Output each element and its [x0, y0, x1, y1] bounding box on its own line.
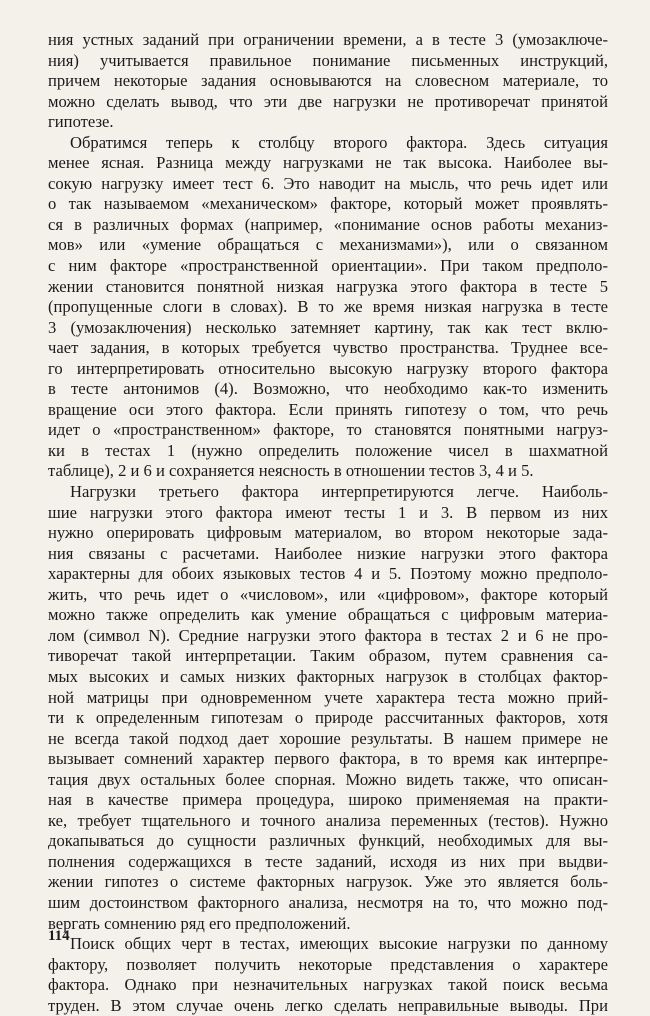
- text-line: 3 (умозаключения) несколько затемняет картину, так как тест вклю-: [48, 317, 608, 337]
- text-line: Поиск общих черт в тестах, имеющих высокие нагрузки по данному: [70, 934, 608, 954]
- text-line: мов» или «умение обращаться с механизмами»), или о связанном: [48, 235, 608, 255]
- text-line: жить, что речь идет о «числовом», или «цифровом», факторе который: [48, 584, 608, 604]
- text-line: идет о «пространственном» факторе, то становятся понятными нагруз-: [48, 420, 608, 440]
- text-line: лом (символ N). Средние нагрузки этого фактора в тестах 2 и 6 не про-: [48, 625, 608, 645]
- text-line: сокую нагрузку имеет тест 6. Это наводит на мысль, что речь идет или: [48, 173, 608, 193]
- text-line: ки в тестах 1 (нужно определить положение чисел в шахматной: [48, 440, 608, 460]
- text-line: полнения содержащихся в тесте заданий, исходя из них при выдви-: [48, 851, 608, 871]
- text-line: ся в различных формах (например, «понимание основ работы механиз-: [48, 214, 608, 234]
- paragraph: [48, 30, 608, 133]
- text-line: не всегда такой подход дает хорошие результаты. В нашем примере не: [48, 728, 608, 748]
- text-line: можно также определить как умение обращаться с цифровым материа-: [48, 605, 608, 625]
- text-line: ния связаны с расчетами. Наиболее низкие нагрузки этого фактора: [48, 543, 608, 563]
- text-line: шие нагрузки этого фактора имеют тесты 1 и 3. В первом из них: [48, 502, 608, 522]
- text-line: фактора. Однако при незначительных нагрузках такой поиск весьма: [48, 975, 608, 995]
- text-line: с ним факторе «пространственной ориентации». При таком предполо-: [48, 256, 608, 276]
- text-line: шим достоинством факторного анализа, несмотря на то, что можно под-: [48, 892, 608, 912]
- text-line: характерны для обоих языковых тестов 4 и 5. Поэтому можно предполо-: [48, 564, 608, 584]
- paragraph: [48, 133, 608, 482]
- text-line: труден. В этом случае очень легко сделать неправильные выводы. При: [48, 995, 608, 1015]
- text-line: Нагрузки третьего фактора интерпретируются легче. Наиболь-: [70, 482, 608, 502]
- text-line: докапываться до сущности различных функций, необходимых для вы-: [48, 831, 608, 851]
- text-line: (пропущенные слоги в словах). В то же время низкая нагрузка в тесте: [48, 297, 608, 317]
- text-line: Обратимся теперь к столбцу второго фактора. Здесь ситуация: [70, 132, 608, 152]
- text-line: нужно оперировать цифровым материалом, во втором некоторые зада-: [48, 523, 608, 543]
- text-line: ния устных заданий при ограничении времени, а в тесте 3 (умозаключе-: [48, 30, 608, 49]
- text-line: вызывает сомнений характер первого фактора, в то время как интерпре-: [48, 749, 608, 769]
- text-line: ти к определенным гипотезам о природе рассчитанных факторов, хотя: [48, 708, 608, 728]
- paragraph: [48, 482, 608, 934]
- text-line: жении становится понятной низкая нагрузка этого фактора в тесте 5: [48, 276, 608, 296]
- text-line: таблице), 2 и 6 и сохраняется неясность в отношении тестов 3, 4 и 5.: [48, 461, 534, 481]
- text-line: ной матрицы при одновременном учете характера теста можно прий-: [48, 687, 608, 707]
- text-line: о так называемом «механическом» факторе, который может проявлять-: [48, 194, 608, 214]
- paragraph: [48, 934, 608, 1016]
- text-line: чает задания, в которых требуется чувство пространства. Труднее все-: [48, 338, 608, 358]
- text-line: вергать сомнению ряд его предположений.: [48, 913, 351, 933]
- page-body-text: [48, 30, 608, 1016]
- text-line: ния) учитывается правильное понимание письменных инструкций,: [48, 50, 608, 70]
- text-line: фактору, позволяет получить некоторые представления о характере: [48, 954, 608, 974]
- text-line: менее ясная. Разница между нагрузками не так высока. Наиболее вы-: [48, 153, 608, 173]
- text-line: ке, требует тщательного и точного анализа переменных (тестов). Нужно: [48, 810, 608, 830]
- text-line: гипотезе.: [48, 112, 114, 132]
- text-line: ная в качестве примера процедура, широко применяемая на практи-: [48, 790, 608, 810]
- text-line: причем некоторые задания основываются на словесном материале, то: [48, 71, 608, 91]
- text-line: тиворечат такой интерпретации. Таким образом, путем сравнения са-: [48, 646, 608, 666]
- text-line: го интерпретировать относительно высокую нагрузку второго фактора: [48, 358, 608, 378]
- text-line: вращение оси этого фактора. Если принять гипотезу о том, что речь: [48, 399, 608, 419]
- text-line: мых высоких и самых низких факторных нагрузок в столбцах фактор-: [48, 666, 608, 686]
- text-line: можно сделать вывод, что эти две нагрузки не противоречат принятой: [48, 91, 608, 111]
- text-line: в тесте антонимов (4). Возможно, что необходимо как-то изменить: [48, 379, 608, 399]
- text-line: тация двух остальных более спорная. Можно видеть также, что описан-: [48, 769, 608, 789]
- text-line: жении гипотез о системе факторных нагрузок. Уже это является боль-: [48, 872, 608, 892]
- page-number: 114: [48, 928, 70, 944]
